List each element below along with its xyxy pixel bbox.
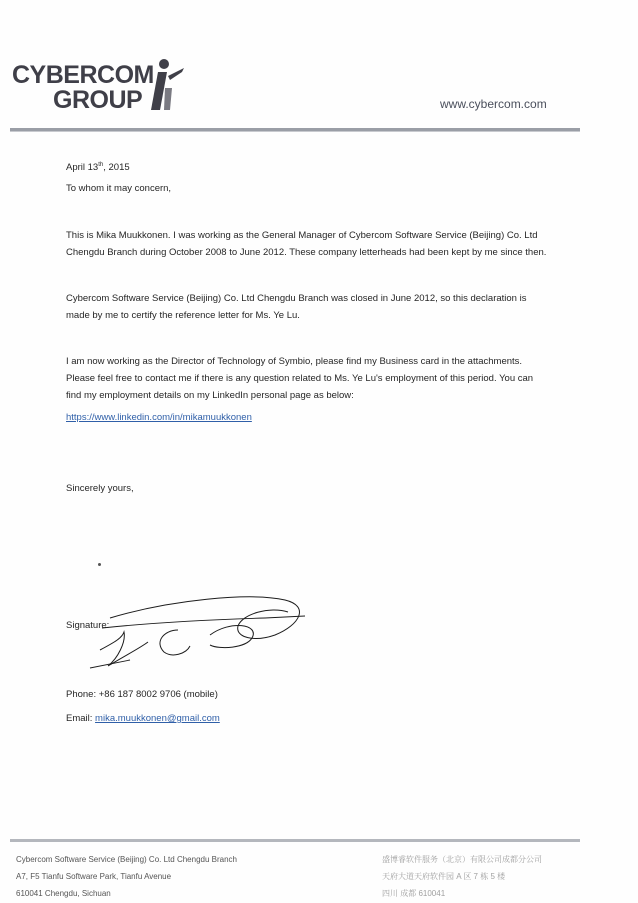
footer-en-line-1: Cybercom Software Service (Beijing) Co. Ltd Chengdu Branch	[16, 855, 237, 864]
logo-figure-icon	[148, 58, 188, 114]
footer-en-line-2: A7, F5 Tianfu Software Park, Tianfu Avenue	[16, 872, 172, 881]
footer-rule	[10, 839, 580, 842]
linkedin-link[interactable]: https://www.linkedin.com/in/mikamuukkonen	[66, 412, 252, 423]
footer-en-line-3: 610041 Chengdu, Sichuan	[16, 889, 111, 898]
logo-line-2: GROUP	[53, 86, 143, 114]
paragraph-3: I am now working as the Director of Technology of Symbio, please find my Business card in the attachments. Please feel free to contact me if there is any question related to Ms. Ye Lu's employment of this period. You can find my employment details on my LinkedIn personal page as below:	[66, 356, 534, 401]
footer-cn-line-1: 盛博睿软件服务（北京）有限公司成都分公司	[382, 855, 542, 864]
signature-label: Signature:	[66, 620, 110, 631]
handwritten-signature	[60, 590, 320, 680]
logo-line-1: CYBERCOM	[12, 61, 154, 89]
scan-speck	[98, 563, 101, 566]
paragraph-2: Cybercom Software Service (Beijing) Co. Ltd Chengdu Branch was closed in June 2012, so this declaration is made by me to certify the reference letter for Ms. Ye Lu.	[66, 293, 527, 321]
phone-line: Phone: +86 187 8002 9706 (mobile)	[66, 689, 218, 700]
closing: Sincerely yours,	[66, 483, 134, 494]
signature-area	[60, 590, 320, 680]
footer-address-en	[16, 851, 237, 902]
linkedin-link-row	[66, 409, 566, 426]
footer-address-cn	[382, 851, 542, 902]
email-link[interactable]: mika.muukkonen@gmail.com	[95, 713, 220, 724]
paragraph-1: This is Mika Muukkonen. I was working as the General Manager of Cybercom Software Service (Beijing) Co. Ltd Chengdu Branch during October 2008 to June 2012. These company letterheads had been kept by me since then.	[66, 230, 547, 258]
greeting: To whom it may concern,	[66, 183, 172, 194]
header-rule	[10, 128, 580, 132]
footer-cn-line-3: 四川 成都 610041	[382, 889, 446, 898]
email-line: Email: mika.muukkonen@gmail.com	[66, 713, 220, 724]
footer-cn-line-2: 天府大道天府软件园 A 区 7 栋 5 楼	[382, 872, 506, 881]
cybercom-logo	[12, 58, 177, 114]
website-text: www.cybercom.com	[440, 97, 547, 111]
letter-date: April 13th, 2015	[66, 162, 130, 174]
